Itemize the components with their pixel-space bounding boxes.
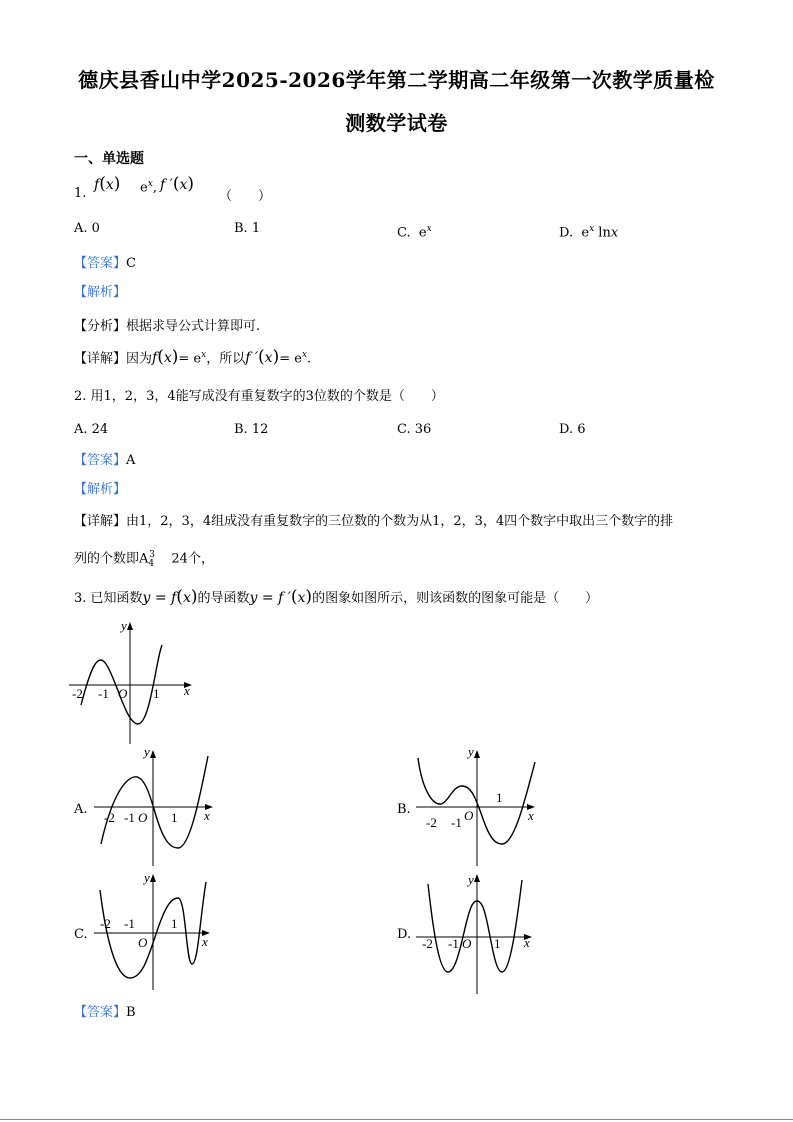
x-label: x: [524, 935, 530, 950]
page-bottom-rule: [0, 1119, 793, 1120]
q3-stem: 3. 已知函数y = f(x)的导函数y = f ′(x)的图象如图所示，则该函数的图象可能是（ ）: [74, 587, 599, 607]
tick-neg2: -2: [72, 686, 83, 701]
q2-analysis-tag: 【解析】: [74, 482, 127, 497]
tick-1: 1: [171, 916, 178, 931]
tick-neg1: -1: [124, 916, 135, 931]
y-label: y: [468, 744, 474, 759]
tick-neg2: -2: [426, 815, 437, 830]
origin-label: O: [118, 686, 128, 701]
q1-formula-ex: $e^x$,: [140, 179, 157, 196]
tick-1: 1: [494, 936, 501, 951]
q3-option-b-label[interactable]: B.: [397, 802, 411, 817]
tick-1: 1: [496, 790, 503, 805]
tick-neg1: -1: [98, 686, 109, 701]
y-axis-arrow-icon: [474, 874, 480, 882]
q1-number: 1.: [74, 186, 87, 201]
tick-neg1: -1: [124, 810, 135, 825]
x-label: x: [184, 683, 190, 698]
curve-a: [101, 756, 208, 848]
q2-option-d[interactable]: D. 6: [559, 422, 586, 437]
q3-option-a-label[interactable]: A.: [74, 802, 88, 817]
q2-option-a[interactable]: A. 24: [74, 422, 109, 437]
q2-option-c[interactable]: C. 36: [397, 422, 432, 437]
q1-option-b[interactable]: B. 1: [234, 221, 261, 236]
origin-label: O: [138, 935, 148, 950]
x-label: x: [528, 808, 534, 823]
x-label: x: [202, 934, 208, 949]
q1-formula-fprime: f ′(x): [160, 174, 194, 194]
tick-neg1: -1: [448, 936, 459, 951]
origin-label: O: [462, 936, 472, 951]
y-axis-arrow-icon: [474, 750, 480, 758]
q2-stem: 2. 用1，2，3，4能写成没有重复数字的3位数的个数是（ ）: [74, 389, 444, 404]
q1-answer: 【答案】C: [74, 256, 136, 271]
q3-option-d-graph[interactable]: [414, 868, 544, 993]
curve-d: [428, 880, 522, 972]
y-axis-arrow-icon: [127, 622, 133, 630]
y-label: y: [468, 872, 474, 887]
q1-option-c[interactable]: C. $e^x$: [397, 224, 432, 241]
y-axis-arrow-icon: [150, 750, 156, 758]
tick-1: 1: [171, 810, 178, 825]
q1-option-d[interactable]: D. $e^x$ lnx: [559, 224, 619, 241]
page-title-line2: 测数学试卷: [345, 111, 448, 135]
y-label: y: [121, 618, 127, 633]
origin-label: O: [138, 810, 148, 825]
q3-derivative-graph: [64, 616, 204, 746]
q2-detail-line1: 【详解】由1，2，3，4组成没有重复数字的三位数的个数为从1，2，3，4四个数字中取出三个数字的排: [74, 514, 674, 529]
q2-option-b[interactable]: B. 12: [234, 422, 269, 437]
q1-analysis-tag: 【解析】: [74, 285, 127, 300]
q1-option-a[interactable]: A. 0: [74, 221, 100, 236]
q3-option-b-graph[interactable]: [414, 744, 544, 869]
tick-neg2: -2: [104, 810, 115, 825]
q1-detail: 【详解】因为$f(x)= e^x$，所以f $'(x)= e^x$.: [74, 347, 312, 368]
q1-formula-fx: f(x): [94, 174, 121, 194]
q1-paren: （ ）: [219, 189, 272, 204]
tick-1: 1: [153, 686, 160, 701]
y-label: y: [144, 870, 150, 885]
q3-option-a-graph[interactable]: [92, 744, 222, 869]
y-label: y: [144, 744, 150, 759]
tick-neg1: -1: [451, 815, 462, 830]
x-label: x: [204, 808, 210, 823]
q3-answer: 【答案】B: [74, 1005, 136, 1020]
tick-neg2: -2: [100, 916, 111, 931]
section-heading: 一、单选题: [74, 151, 144, 167]
q1-stem: [74, 174, 272, 204]
q3-option-c-graph[interactable]: [92, 868, 222, 993]
page-title-line1: 德庆县香山中学2025-2026学年第二学期高二年级第一次教学质量检: [78, 68, 715, 92]
q2-detail-line2: 列的个数即$A_4^3$ 24个，: [74, 550, 214, 569]
origin-label: O: [464, 808, 474, 823]
q3-option-c-label[interactable]: C.: [74, 927, 88, 942]
q1-fenxi: 【分析】根据求导公式计算即可.: [74, 319, 261, 334]
q2-answer: 【答案】A: [74, 453, 136, 468]
tick-neg2: -2: [422, 936, 433, 951]
y-axis-arrow-icon: [150, 874, 156, 882]
q3-option-d-label[interactable]: D.: [397, 927, 412, 942]
